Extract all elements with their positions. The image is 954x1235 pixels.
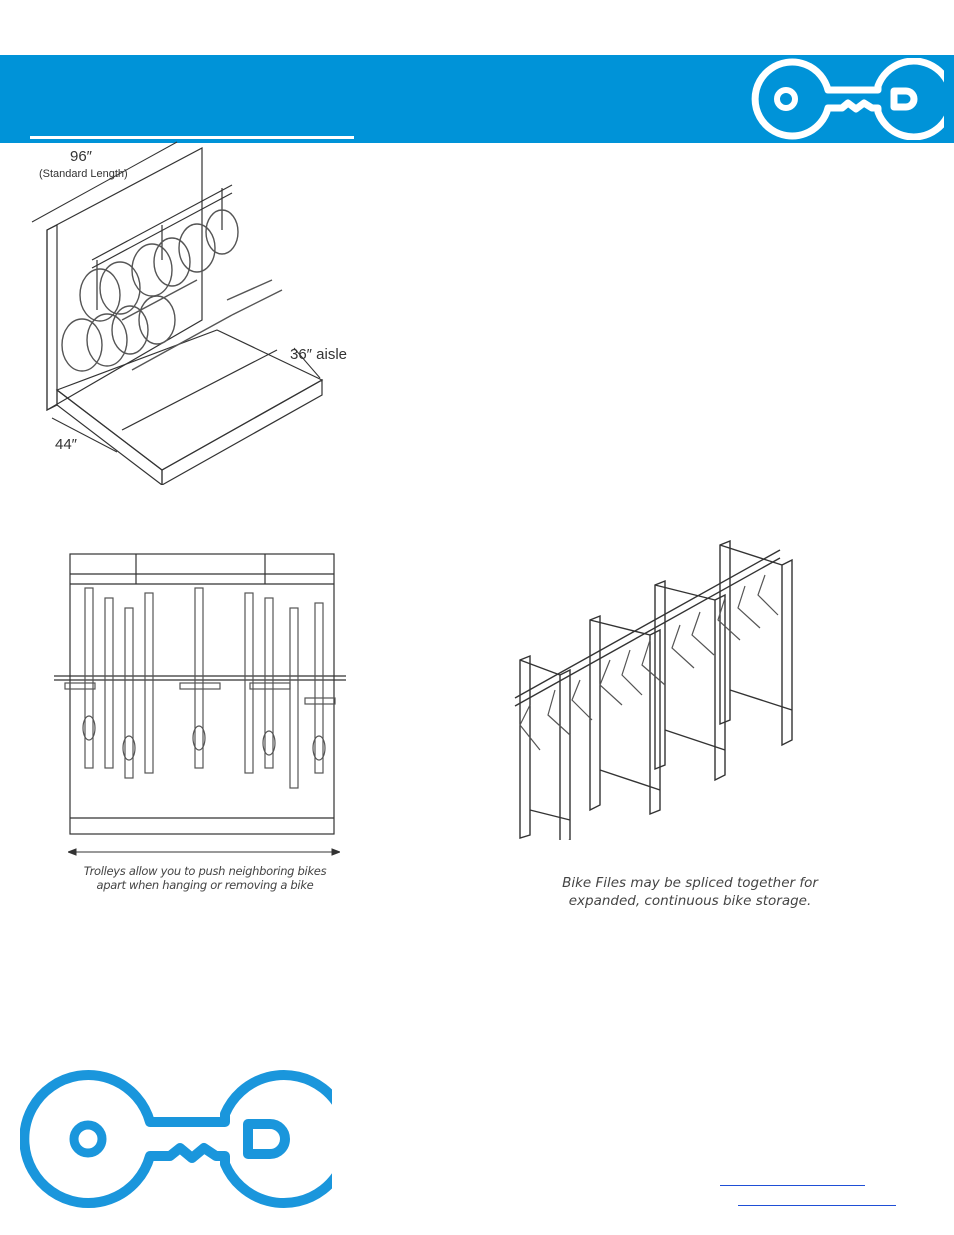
trolleys-caption-line1: Trolleys allow you to push neighboring bikes bbox=[83, 864, 327, 878]
bike-file-dimension-drawing bbox=[22, 140, 362, 485]
bike-files-caption bbox=[505, 874, 875, 910]
bike-files-caption-line2: expanded, continuous bike storage. bbox=[568, 893, 812, 909]
length-sublabel: (Standard Length) bbox=[39, 168, 128, 180]
link-underline[interactable] bbox=[720, 1185, 865, 1186]
spliced-bike-files-drawing bbox=[500, 540, 810, 840]
length-label: 96″ bbox=[70, 148, 92, 165]
trolley-arrow bbox=[68, 848, 340, 856]
bike-files-caption-line1: Bike Files may be spliced together for bbox=[562, 875, 818, 891]
depth-label: 44″ bbox=[55, 436, 77, 453]
trolley-front-view-drawing bbox=[50, 548, 350, 848]
link-underline[interactable] bbox=[738, 1205, 896, 1206]
header-underline bbox=[30, 136, 354, 139]
aisle-label: 36″ aisle bbox=[290, 346, 348, 363]
trolleys-caption bbox=[60, 864, 350, 892]
key-logo-icon bbox=[744, 58, 944, 140]
trolleys-caption-line2: apart when hanging or removing a bike bbox=[96, 878, 314, 892]
key-logo-icon bbox=[20, 1068, 332, 1210]
